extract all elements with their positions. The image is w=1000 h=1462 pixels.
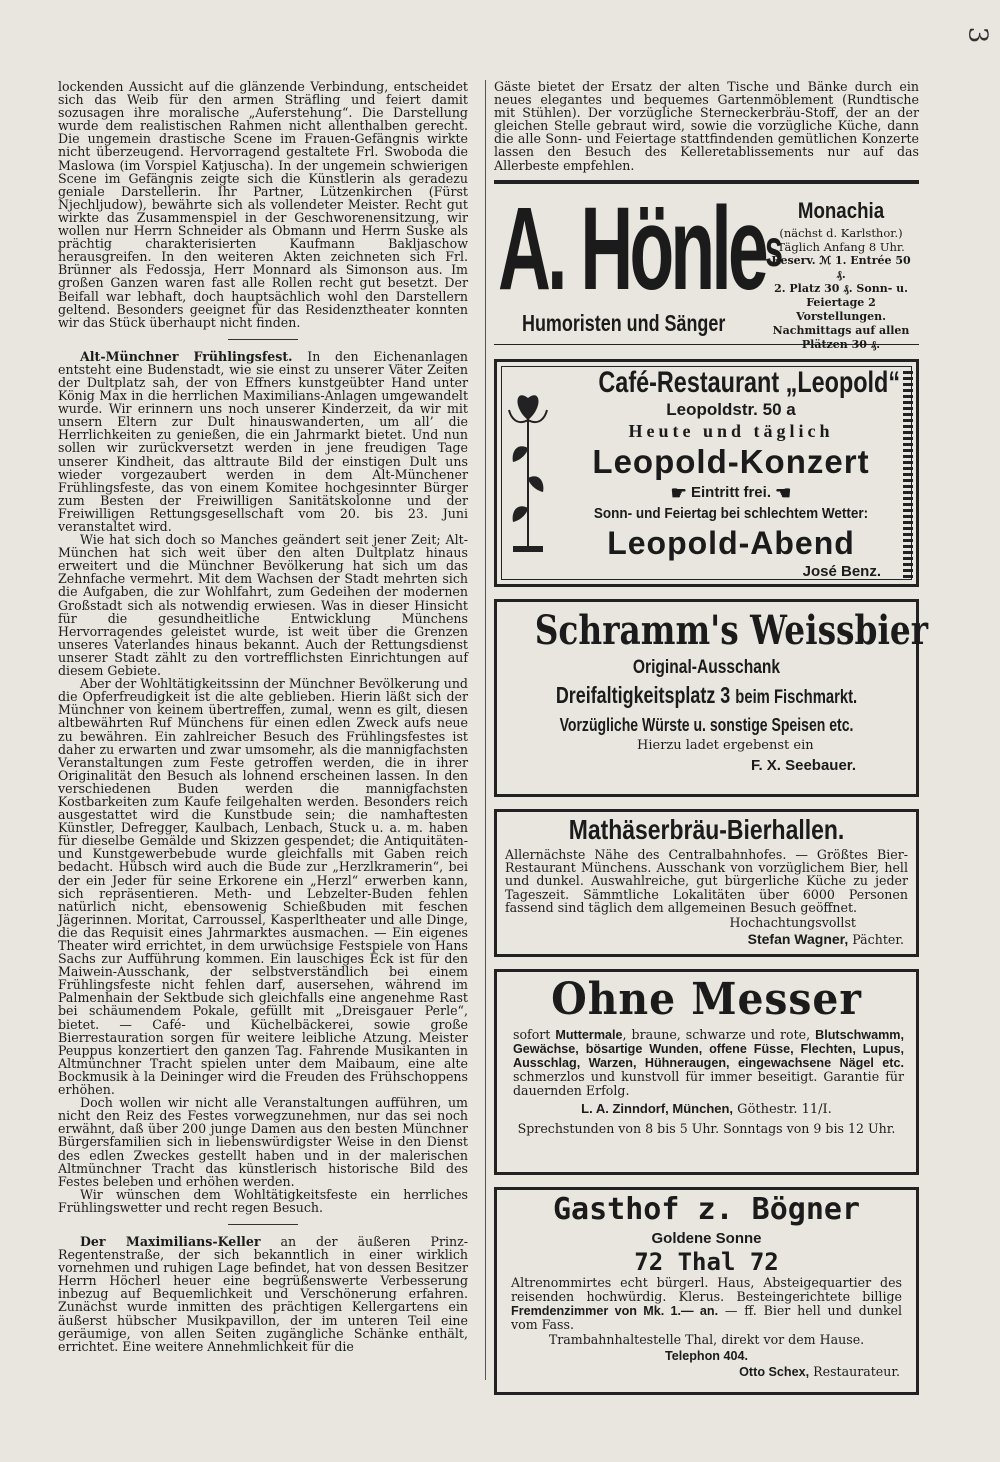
messer-hours: Sprechstunden von 8 bis 5 Uhr. Sonntags von 9 bis 12 Uhr. bbox=[517, 1120, 896, 1136]
schramm-ausschank: Original-Ausschank bbox=[632, 656, 781, 678]
leopold-content bbox=[561, 366, 901, 582]
review-paragraph: lockenden Aussicht auf die glänzende Verbindung, entscheidet sich das Weib für den armen Sträfling und feiert damit sozusagen ihre moralische „Auferstehung“. Die Darstellung wurde dem realistischen Rahmen nicht allenthalben gerecht. Die ungemein drastische Scene im Frauen-Gefängnis wirkte nicht überzeugend. Hervorragend gestaltete Frl. Swoboda die Maslowa (im Vorspiel Katjuscha). In der ungemein schwierigen Scene im Gefängnis zeigte sich die Künstlerin als geradezu geniale Darstellerin. Ihr Partner, Lützenkirchen (Fürst Njechljudow), bewährte sich als vollendeter Meister. Recht gut wirkte das Zusammenspiel in der Geschworenensitzung, wir wollen nur Herrn Schneider als Obmann und Herrn Suske als prächtig charakterisierten Kaufmann Bakljaschow herausgreifen. In den weiteren Akten zeichneten sich Frl. Brünner als Fedossja, Herr Monnard als Simonson aus. Im großen Ganzen waren fast alle Rollen recht gut besetzt. Der Beifall war lebhaft, doch hauptsächlich wohl den Darstellern geltend. Besonders geeignet für das Residenztheater konnten wir das Stück überhaupt nicht finden. bbox=[58, 79, 468, 330]
hoenle-details bbox=[766, 196, 916, 352]
boegner-body: Altrenommirtes echt bürgerl. Haus, Absteigequartier des reisenden hochwürdig. Klerus. Besteingerichtete billige Fremdenzimmer von Mk. 1.— an. — ff. Bier hell und dunkel vom Fass. bbox=[511, 1274, 902, 1332]
messer-body: sofort Muttermale, braune, schwarze und rote, Blutschwamm, Gewächse, bösartige Wunden, offene Füsse, Flechten, Lupus, Ausschlag, Warzen, Hühneraugen, eingewachsene Nägel etc. schmerzlos und kunstvoll für immer beseitigt. Garantie für dauernden Erfolg. bbox=[513, 1026, 905, 1098]
messer-address bbox=[497, 1098, 916, 1121]
messer-address-name: L. A. Zinndorf, München, bbox=[581, 1100, 734, 1116]
boegner-tram: Trambahnhaltestelle Thal, direkt vor dem Hause. bbox=[548, 1331, 865, 1347]
hoenle-line1: (nächst d. Karlsthor.) bbox=[779, 225, 903, 240]
leopold-entry: Eintritt frei. bbox=[690, 483, 771, 501]
schramm-owner: F. X. Seebauer. bbox=[750, 756, 856, 774]
hoenle-line3: Reserv. ℳ 1. Entrée 50 ₰. bbox=[771, 253, 911, 281]
paragraph-ladies: Doch wollen wir nicht alle Veranstaltungen aufführen, um nicht den Reiz des Festes vorwegzunehmen, nur das sei noch erwähnt, daß über 200 junge Damen aus den besten Münchner Bürgersfamilien sich in liebenswürdigster Weise in den Dienst des edlen Zweckes gestellt haben und in der malerischen Altmünchner Tracht das künstlerisch historische Bild des Festes beleben und erhöhen werden. bbox=[58, 1095, 468, 1189]
schramm-address bbox=[543, 680, 870, 713]
article-column-left bbox=[58, 80, 468, 1353]
hoenle-suffix: s bbox=[764, 219, 783, 278]
maximilians-keller-heading: Der Maximilians-Keller bbox=[80, 1233, 261, 1249]
schramm-food: Vorzügliche Würste u. sonstige Speisen etc. bbox=[559, 714, 854, 735]
ad-mathaeser bbox=[494, 809, 919, 957]
boegner-signature bbox=[497, 1364, 916, 1380]
hoenle-line4: 2. Platz 30 ₰. Sonn- u. Feiertage 2 Vorstellungen. bbox=[774, 281, 908, 323]
schramm-invite: Hierzu ladet ergebenst ein bbox=[637, 737, 814, 753]
messer-address-street: Göthestr. 11/I. bbox=[733, 1101, 832, 1117]
ad-hoenle bbox=[494, 182, 919, 351]
leopold-evening: Leopold-Abend bbox=[607, 524, 855, 561]
boegner-address: 72 Thal 72 bbox=[634, 1247, 779, 1276]
boegner-role: Restaurateur. bbox=[809, 1363, 900, 1379]
hoenle-subtitle: Humoristen und Sänger bbox=[522, 309, 726, 336]
paragraph-wishes: Wir wünschen dem Wohltätigkeitsfeste ein herrliches Frühlingswetter und recht regen Besuch. bbox=[58, 1186, 468, 1215]
schramm-address-near: beim Fischmarkt. bbox=[735, 686, 858, 708]
mathaeser-greeting: Hochachtungsvollst bbox=[729, 914, 856, 930]
messer-title: Ohne Messer bbox=[551, 973, 862, 1025]
fruehlingsfest-heading: Alt-Münchner Frühlingsfest. bbox=[80, 348, 293, 364]
ad-gasthof-boegner bbox=[494, 1187, 919, 1395]
hoenle-name: A. Hönle$^s$ bbox=[498, 182, 783, 315]
boegner-owner: Otto Schex, bbox=[739, 1364, 810, 1379]
paragraph-changes: Wie hat sich doch so Manches geändert seit jener Zeit; Alt-München hat sich weit über den alten Dultplatz hinaus erweitert und die Münchner Bevölkerung hat sich um das Zehnfache vermehrt. Mit dem Wachsen der Stadt mehrten sich die Aufgaben, die zur Wohlfahrt, zum Gedeihen der modernen Großstadt sich als notwendig erwiesen. Was in dieser Hinsicht für die gesundheitliche Entwicklung Münchens Hervorragendes geleistet wurde, ist weit über die Grenzen unseres Vaterlandes hinaus bekannt. Auch der Rettungsdienst unserer Stadt zählt zu den vortrefflichsten Einrichtungen auf diesem Gebiete. bbox=[58, 532, 468, 679]
leopold-side-ornament bbox=[903, 368, 913, 578]
column-right bbox=[494, 79, 929, 1395]
boegner-phone-number: Telephon 404. bbox=[664, 1348, 749, 1363]
mathaeser-body: Allernächste Nähe des Centralbahnhofes. — Größtes Bier-Restaurant Münchens. Ausschank von vorzüglichem Bier, hell und dunkel. Auswahlreiche, gut bürgerliche Küche zu jeder Tageszeit. Sämmtliche Lokalitäten über 6000 Personen fassend sind täglich dem allgemeinen Besuch geöffnet. bbox=[505, 846, 908, 916]
hoenle-line5: Nachmittags auf allen Plätzen 30 ₰. bbox=[772, 323, 910, 351]
separator-rule-2 bbox=[228, 1224, 298, 1225]
lily-ornament-icon bbox=[505, 378, 551, 558]
hoenle-venue: Monachia bbox=[797, 197, 885, 223]
ad-schramm bbox=[494, 599, 929, 797]
column-divider bbox=[485, 80, 486, 1380]
leopold-title: Café-Restaurant „Leopold“ bbox=[598, 365, 901, 399]
boegner-title: Gasthof z. Bögner bbox=[552, 1191, 861, 1227]
leopold-address: Leopoldstr. 50 a bbox=[666, 399, 796, 419]
page-number: 3 bbox=[962, 26, 993, 44]
ad-leopold bbox=[494, 359, 919, 587]
maximilians-keller-paragraph bbox=[58, 1235, 468, 1353]
separator-rule bbox=[228, 339, 298, 340]
fruehlingsfest-paragraph bbox=[58, 350, 468, 533]
hoenle-line2: Täglich Anfang 8 Uhr. bbox=[777, 239, 905, 254]
paragraph-charity: Aber der Wohltätigkeitssinn der Münchner Bevölkerung und die Opferfreudigkeit ist die alte geblieben. Hierin läßt sich der Münchner von keinem übertreffen, zumal, wenn es gilt, diesen altbewährten Ruf Münchens für einen edlen Zweck aufs neue zu bewähren. Ein zahlreicher Besuch des Frühlingsfestes ist daher zu erwarten und zwar umsomehr, als die mannigfachsten Veranstaltungen zum Feste getroffen werden, die in ihrer Originalität den Besuch als lohnend erscheinen lassen. In den verschiedenen Buden werden die mannigfachsten Kostbarkeiten zum Kaufe feilgehalten werden. Besonders reich ausgestattet wird die Kunstbude sein; die namhaftesten Künstler, Defregger, Kaulbach, Lenbach, Stuck u. a. m. haben für dieselbe Gemälde und Skizzen gespendet; die Antiquitäten- und Kunstgewerbebude wurde gleichfalls mit Gaben reich bedacht. Hübsch wird auch die Bude zur „Herzlkramerin“, bei der ein Jeder für seine Erkorene ein „Herzl“ erwerben kann, sich repräsentieren. Meth- und Lebzelter-Buden fehlen natürlich nicht, ebensowenig Schießbuden mit feschen Jägerinnen. Moritat, Carroussel, Kasperltheater und alle Dinge, die das Requisit eines Jahrmarktes ausmachen. — Ein eigenes Theater wird errichtet, in dem urwüchsige Festspiele von Hans Sachs zur Aufführung kommen. Ein lauschiges Eck ist für den Maiwein-Ausschank, der selbstverständlich bei einem Frühlingsfeste nicht fehlen darf, ausersehen, während im Palmenhain der Sektbude sich gleichfalls eine angenehme Rast bei schäumendem Pokale, gefüllt mit „Dreisgauer Perle“, bietet. — Café- und Küchelbäckerei, sowie große Bierrestauration sorgen für weitere leibliche Atzung. Meister Peuppus konzertiert den ganzen Tag. Fahrende Musikanten in Altmünchner Tracht spielen unter dem Maibaum, eine alte Bockmusik à la Deininger wird die Freuden des Frühschoppens erhöhen. bbox=[58, 676, 468, 1098]
leopold-daily: Heute und täglich bbox=[628, 420, 834, 441]
leopold-owner: José Benz. bbox=[802, 562, 881, 580]
mathaeser-role: Pächter. bbox=[852, 931, 904, 947]
leopold-weather: Sonn- und Feiertag bei schlechtem Wetter: bbox=[593, 504, 869, 522]
leopold-entry-line bbox=[561, 482, 901, 504]
fruehlingsfest-text: In den Eichenanlagen entsteht eine Budenstadt, wie sie einst zu unserer Väter Zeiten der Dultplatz sah, der von Effners kunstgeübter Hand unter König Max in die herrlichen Maximilians-Anlagen umgewandelt wurde. Wir erinnern uns noch unserer Kinderzeit, da wir mit unsern Eltern zur Dult hinauswanderten, um all’ die Herrlichkeiten zu genießen, die ein Jahrmarkt bietet. Und nun sollen wir zurückversetzt werden in jene freudigen Tage unserer Kindheit, das alttraute Bild der einstigen Dult uns wieder vorgezaubert werden in dem Alt-Münchener Frühlingsfeste, das von einem Komitee hochgesinnter Bürger zum Besten der Freiwilligen Sanitätskolonne und der Freiwilligen Rettungsgesellschaft vom 20. bis 23. Juni veranstaltet wird. bbox=[58, 348, 469, 534]
maximilians-keller-text: an der äußeren Prinz-Regentenstraße, der sich bekanntlich in einer wirklich vornehmen und ruhigen Lage befindet, hat von dessen Besitzer Herrn Höcherl heuer eine begrüßenswerte Verbesserung inbezug auf Bequemlichkeit und Verschönerung erfahren. Zunächst wurde inmitten des prächtigen Kellergartens ein äußerst hübscher Musikpavillon, der im unteren Teil eine geräumige, von allen Seiten zugängliche Schänke enthält, errichtet. Eine weitere Annehmlichkeit für die bbox=[58, 1233, 468, 1354]
boegner-phone bbox=[497, 1348, 916, 1364]
mathaeser-signature bbox=[497, 931, 916, 948]
mathaeser-title: Mathäserbräu-Bierhallen. bbox=[568, 813, 845, 845]
maximilians-keller-continuation: Gäste bietet der Ersatz der alten Tische und Bänke durch ein neues elegantes und bequemes Gartenmöblement (Rundtische mit Stühlen). Der vorzügliche Sterneckerbräu-Stoff, der an der gleichen Stelle gebraut wird, sowie die vorzügliche Küche, dann die alle Sonn- und Feiertage stattfindenden gemütlichen Konzerte lassen den Besuch des Kelleretablissements nur auf das Allerbeste empfehlen. bbox=[494, 79, 919, 173]
schramm-address-main: Dreifaltigkeitsplatz 3 bbox=[555, 681, 731, 708]
ad-ohne-messer bbox=[494, 969, 919, 1175]
leopold-concert: Leopold-Konzert bbox=[592, 442, 870, 480]
mathaeser-owner: Stefan Wagner, bbox=[747, 930, 849, 947]
schramm-title: Schramm's Weissbier bbox=[534, 606, 929, 654]
pointing-hand-right-icon: ☛ bbox=[670, 482, 687, 503]
boegner-subtitle: Goldene Sonne bbox=[651, 1229, 762, 1247]
pointing-hand-left-icon: ☚ bbox=[775, 482, 792, 503]
